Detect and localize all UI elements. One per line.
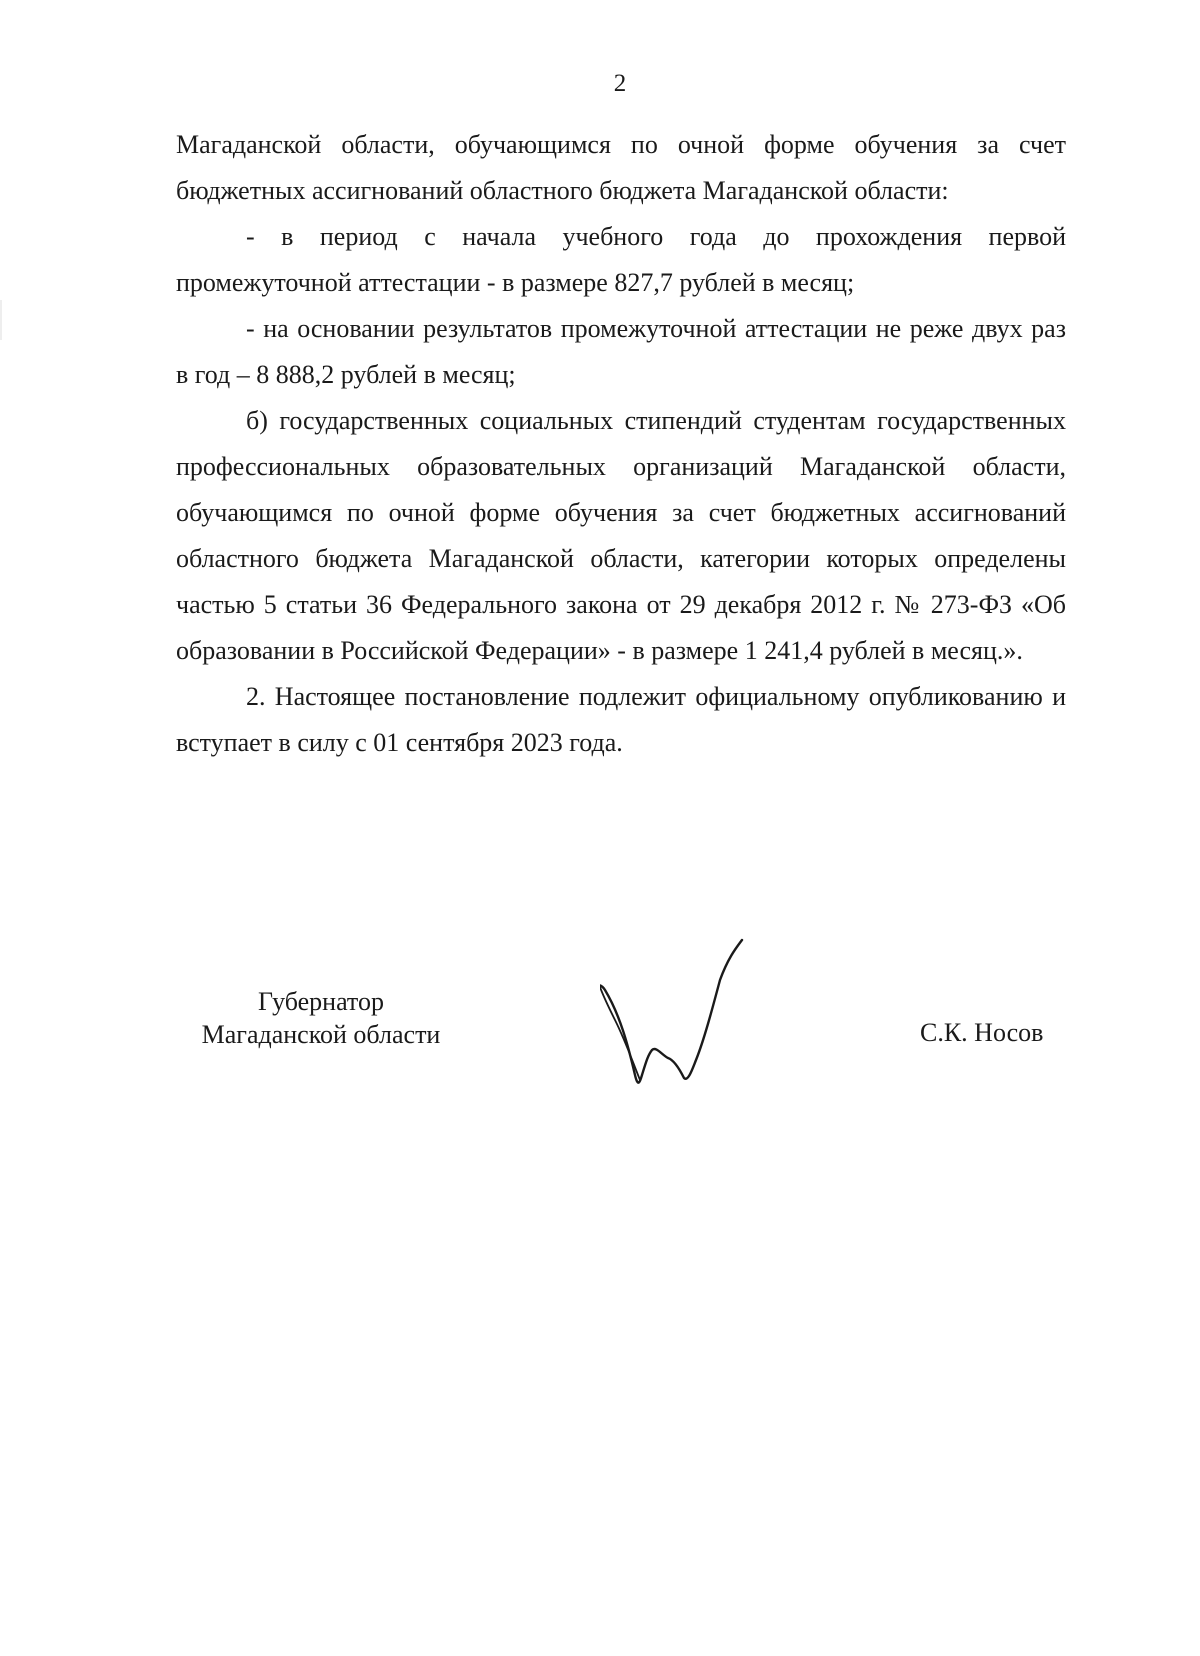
signer-name: С.К. Носов (920, 1018, 1044, 1047)
handwritten-signature (600, 850, 800, 1100)
signer-title-line-2: Магаданской области (201, 1020, 441, 1049)
paragraph-first-period-rate: - в период с начала учебного года до прохождения первой промежуточной аттестации - в размере 827,7 рублей в месяц; (176, 222, 1066, 297)
signer-title-line-1: Губернатор (258, 987, 384, 1016)
paragraph-effective-date: 2. Настоящее постановление подлежит официальному опубликованию и вступает в силу с 01 сентября 2023 года. (176, 682, 1066, 757)
paragraph-continuation: Магаданской области, обучающимся по очной форме обучения за счет бюджетных ассигнований областного бюджета Магаданской области: (176, 130, 1066, 205)
page-number: 2 (613, 70, 627, 97)
document-body (176, 122, 1066, 766)
paragraph-social-stipend: б) государственных социальных стипендий студентам государственных профессиональных образовательных организаций Магаданской области, обучающимся по очной форме обучения за счет бюджетных ассигнований областного бюджета Магаданской области, категории которых определены частью 5 статьи 36 Федерального закона от 29 декабря 2012 г. № 273-ФЗ «Об образовании в Российской Федерации» - в размере 1 241,4 рублей в месяц.». (176, 406, 1066, 665)
signer-title (186, 985, 456, 1051)
scan-margin-artifact (0, 300, 2, 340)
paragraph-attestation-rate: - на основании результатов промежуточной аттестации не реже двух раз в год – 8 888,2 рублей в месяц; (176, 314, 1066, 389)
